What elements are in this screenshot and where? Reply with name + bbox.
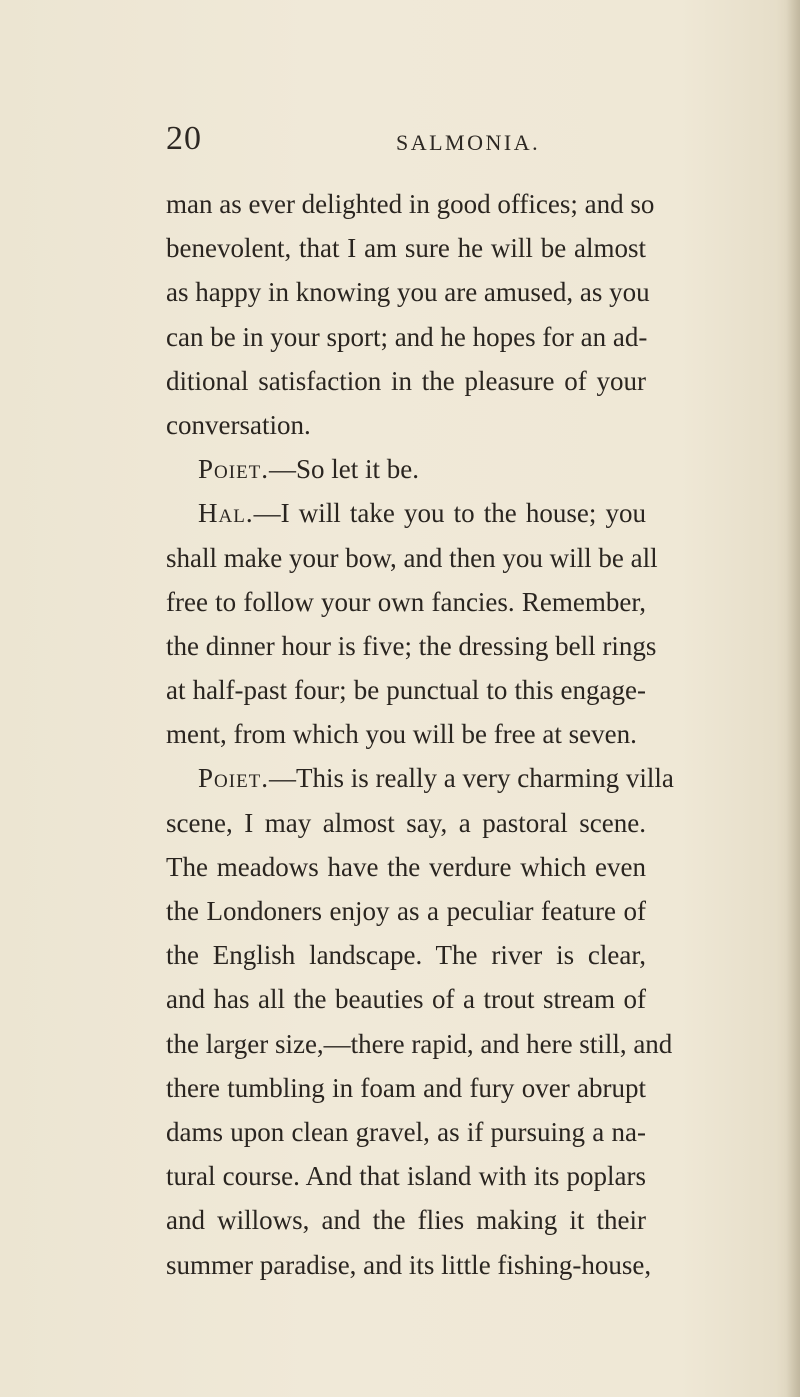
running-title: SALMONIA. [396,130,541,155]
body-text [166,182,674,1287]
page-edge-shadow [786,0,800,1397]
text-line: free to follow your own fancies. Remember, [166,586,646,617]
speaker-name: Poiet. [198,454,270,485]
speech-line: Poiet.—This is really a very charming villa [198,763,674,794]
running-head [166,120,646,160]
text-line: the English landscape. The river is clear, [166,940,646,971]
text-line: at half-past four; be punctual to this engage- [166,675,646,706]
text-line: the larger size,—there rapid, and here still, and [166,1028,673,1059]
speaker-name: Hal. [198,498,254,529]
text-line: conversation. [166,409,311,440]
text-line: dams upon clean gravel, as if pursuing a na- [166,1116,646,1147]
text-line: ditional satisfaction in the pleasure of your [166,365,646,396]
text-line: there tumbling in foam and fury over abrupt [166,1072,646,1103]
text-line: and willows, and the flies making it their [166,1205,646,1236]
text-line: as happy in knowing you are amused, as you [166,277,650,308]
text-line: and has all the beauties of a trout stream of [166,984,646,1015]
speech-line: Poiet.—So let it be. [198,454,420,485]
text-line: tural course. And that island with its poplars [166,1161,646,1192]
text-line: the Londoners enjoy as a peculiar feature of [166,896,646,926]
text-line: man as ever delighted in good offices; and so [166,189,655,219]
text-line: The meadows have the verdure which even [166,851,646,882]
text-line: can be in your sport; and he hopes for an ad- [166,321,648,352]
text-line: scene, I may almost say, a pastoral scene. [166,807,646,838]
speaker-name: Poiet. [198,763,270,794]
text-line: shall make your bow, and then you will be all [166,542,658,573]
text-line: ment, from which you will be free at seven. [166,719,637,750]
text-line: benevolent, that I am sure he will be almost [166,233,646,264]
page-number: 20 [166,120,202,157]
text-line: summer paradise, and its little fishing-house, [166,1249,652,1280]
speech-line: Hal.—I will take you to the house; you [198,498,646,529]
text-line: the dinner hour is five; the dressing bell rings [166,630,657,661]
